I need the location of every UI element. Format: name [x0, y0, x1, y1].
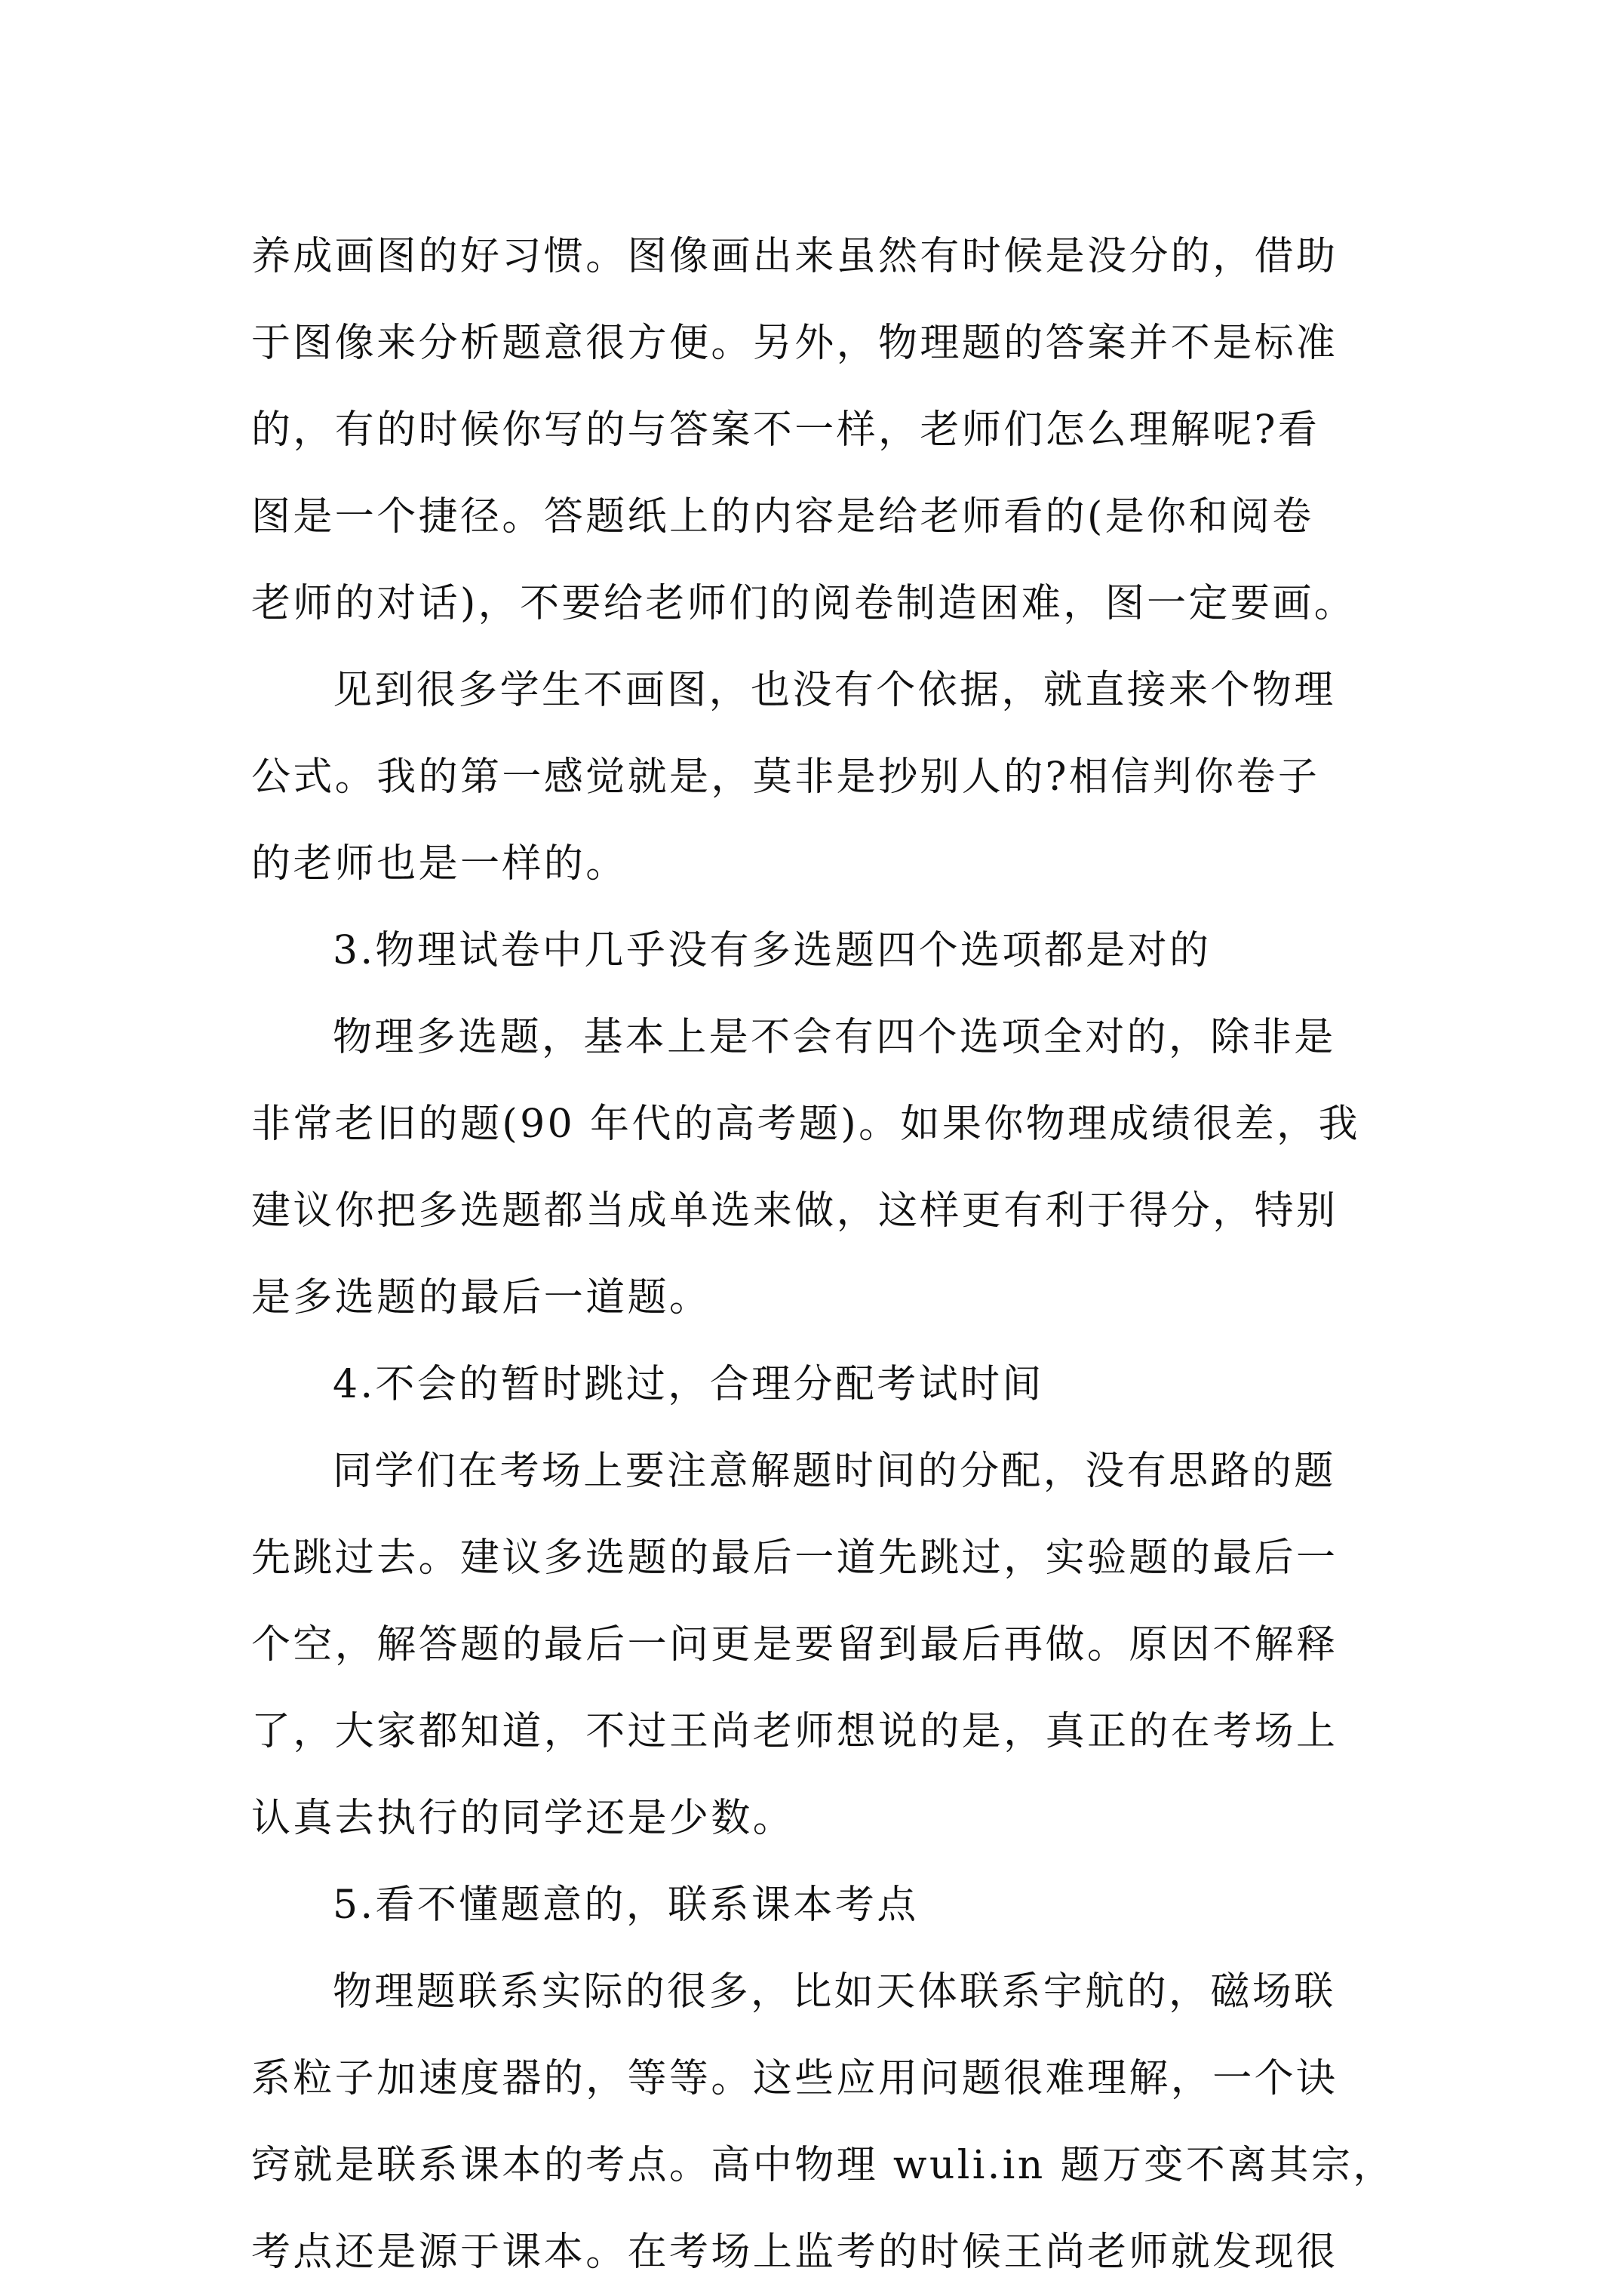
text-line: 先跳过去。建议多选题的最后一道先跳过，实验题的最后一: [251, 1535, 1338, 1581]
text-line: 是多选题的最后一道题。: [251, 1275, 711, 1320]
text-line: 个空，解答题的最后一问更是要留到最后再做。原因不解释: [251, 1622, 1338, 1667]
text-line: 考点还是源于课本。在考场上监考的时候王尚老师就发现很: [251, 2230, 1338, 2275]
document-body: [251, 214, 1395, 2296]
text-line: 的老师也是一样的。: [251, 841, 628, 887]
paragraph-start-line: 物理多选题，基本上是不会有四个选项全对的，除非是: [333, 1015, 1336, 1060]
paragraph-start-line: 见到很多学生不画图，也没有个依据，就直接来个物理: [333, 668, 1336, 713]
text-line: 养成画图的好习惯。图像画出来虽然有时候是没分的，借助: [251, 234, 1338, 279]
section-heading-5: 5.看不懂题意的，联系课本考点: [333, 1883, 919, 1928]
paragraph-start-line: 同学们在考场上要注意解题时间的分配，没有思路的题: [333, 1449, 1336, 1494]
paragraph-start-line: 物理题联系实际的很多，比如天体联系宇航的，磁场联: [333, 1969, 1336, 2015]
text-line: 窍就是联系课本的考点。高中物理 wuli.in 题万变不离其宗，: [251, 2143, 1395, 2188]
text-line: 公式。我的第一感觉就是，莫非是抄别人的?相信判你卷子: [251, 755, 1320, 800]
text-line: 系粒子加速度器的，等等。这些应用问题很难理解，一个诀: [251, 2056, 1338, 2101]
text-line: 建议你把多选题都当成单选来做，这样更有利于得分，特别: [251, 1188, 1338, 1234]
text-line: 的，有的时候你写的与答案不一样，老师们怎么理解呢?看: [251, 407, 1320, 453]
text-line: 图是一个捷径。答题纸上的内容是给老师看的(是你和阅卷: [251, 494, 1314, 539]
text-line: 老师的对话)，不要给老师们的阅卷制造困难，图一定要画。: [251, 581, 1356, 626]
text-line: 了，大家都知道，不过王尚老师想说的是，真正的在考场上: [251, 1709, 1338, 1754]
section-heading-4: 4.不会的暂时跳过，合理分配考试时间: [333, 1362, 1044, 1407]
text-line: 非常老旧的题(90 年代的高考题)。如果你物理成绩很差，我: [251, 1102, 1360, 1147]
text-line: 认真去执行的同学还是少数。: [251, 1796, 795, 1841]
text-line: 于图像来分析题意很方便。另外，物理题的答案并不是标准: [251, 321, 1338, 366]
section-heading-3: 3.物理试卷中几乎没有多选题四个选项都是对的: [333, 928, 1212, 973]
